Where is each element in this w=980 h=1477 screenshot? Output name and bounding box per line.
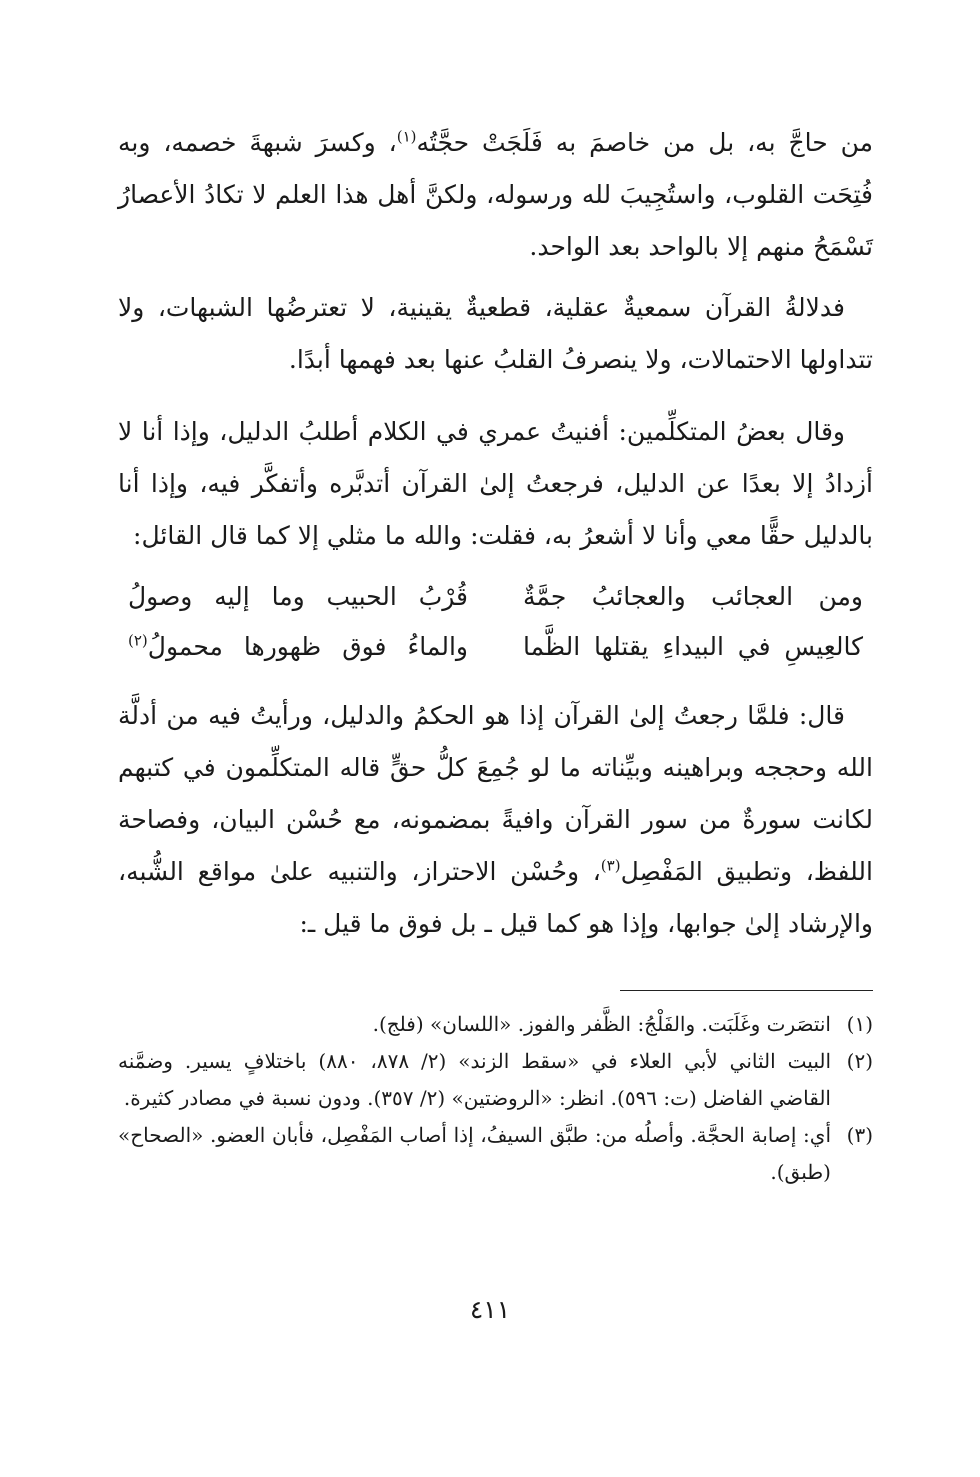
footnote-ref-1: (١): [396, 127, 417, 146]
footnote-3-text: أي: إصابة الحجَّة. وأصلُه من: طبَّق السيفُ، إذا أصاب المَفْصِل، فأبان العضو. «الصحاح» (طبق).: [118, 1123, 831, 1184]
footnote-2-number: (٢): [846, 1049, 873, 1073]
page-number: ٤١١: [469, 1295, 511, 1324]
footnote-3-number: (٣): [846, 1123, 873, 1147]
verse-1-first-hemistich: ومن العجائب والعجائبُ جمَّةٌ: [523, 582, 863, 611]
footnotes-section: [118, 1006, 873, 1191]
poem-block: [118, 572, 873, 672]
verse-2-second-hemistich: والماءُ فوق ظهورها محمولُ: [147, 632, 468, 661]
paragraph-3-text: وقال بعضُ المتكلِّمين: أفنيتُ عمري في الكلام أطلبُ الدليل، وإذا أنا لا أزدادُ إلا بعدًا عن الدليل، فرجعتُ إلىٰ القرآن أتدبَّره وأتفكَّر فيه، وإذا أنا بالدليل حقًّا معي وأنا لا أشعرُ به، فقلت: والله ما مثلي إلا كما قال القائل:: [118, 417, 873, 550]
main-paragraph-4: [118, 690, 873, 950]
footnote-divider: [620, 990, 873, 991]
footnote-2: [118, 1043, 873, 1117]
verse-1-second-hemistich: قُرْبُ الحبيب وما إليه وصولُ: [128, 582, 468, 611]
footnote-3: [118, 1117, 873, 1191]
paragraph-4-text-start: قال: فلمَّا رجعتُ إلىٰ القرآن إذا هو الحكمُ والدليل، ورأيتُ فيه من أدلَّة الله وحججه وبراهينه وبيِّناته ما لو جُمِعَ كلُّ حقٍّ قاله المتكلِّمون في كتبهم لكانت سورةٌ من سور القرآن وافيةً بمضمونه، مع حُسْن البيان، وفصاحة اللفظ، وتطبيق المَفْصِل: [118, 701, 873, 886]
footnote-1-text: انتصَرت وغَلَبَت. والفَلْجُ: الظَّفر والفوز. «اللسان» (فلج).: [372, 1012, 831, 1036]
main-paragraph-2: [118, 282, 873, 386]
poem-verse-1: [118, 572, 873, 622]
paragraph-1-text-end: ، وكسرَ شبهةَ خصمه، وبه فُتِحَت القلوب، واستُجِيبَ لله ورسوله، ولكنَّ أهل هذا العلم لا تكادُ الأعصارُ تَسْمَحُ منهم إلا بالواحد بعد الواحد.: [118, 128, 873, 261]
verse-2-second-hemistich-wrap: [128, 622, 468, 672]
poem-verse-2: [118, 622, 873, 672]
main-paragraph-3: [118, 406, 873, 562]
footnote-1: [118, 1006, 873, 1043]
paragraph-2-text: فدلالةُ القرآن سمعيةٌ عقلية، قطعيةٌ يقينية، لا تعترضُها الشبهات، ولا تتداولها الاحتمالات، ولا ينصرفُ القلبُ عنها بعد فهمها أبدًا.: [118, 293, 873, 374]
paragraph-4-text-end: ، وحُسْن الاحتراز، والتنبيه علىٰ مواقع الشُّبه، والإرشاد إلىٰ جوابها، وإذا هو كما قيل ـ بل فوق ما قيل ـ:: [118, 857, 873, 938]
main-paragraph-1: [118, 117, 873, 273]
footnote-ref-3: (٣): [600, 856, 621, 875]
footnote-1-number: (١): [846, 1012, 873, 1036]
footnote-2-text: البيت الثاني لأبي العلاء في «سقط الزند» (٢/ ٨٧٨، ٨٨٠) باختلافٍ يسير. وضمَّنه القاضي الفاضل (ت: ٥٩٦). انظر: «الروضتين» (٢/ ٣٥٧). ودون نسبة في مصادر كثيرة.: [118, 1049, 832, 1110]
paragraph-1-text-start: من حاجَّ به، بل من خاصمَ به فَلَجَتْ حجَّتُه: [416, 128, 873, 157]
verse-2-first-hemistich: كالعِيسِ في البيداءِ يقتلها الظَّما: [523, 632, 863, 661]
footnote-ref-2: (٢): [128, 631, 148, 650]
